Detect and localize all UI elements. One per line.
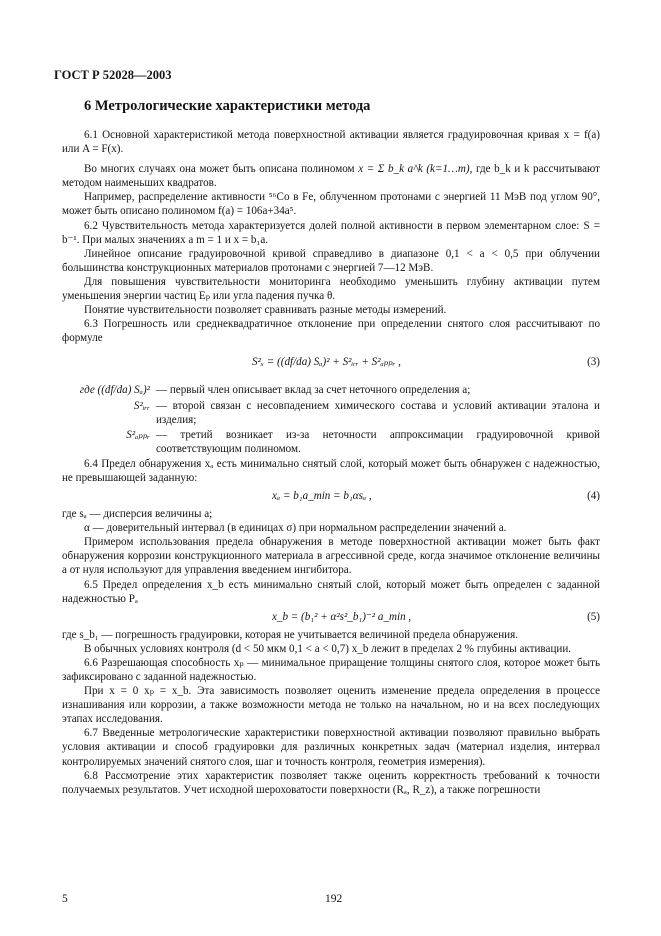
definition-symbol: S²ᵢᵣᵣ [133, 399, 150, 412]
paragraph-sensitivity: Для повышения чувствительности мониторинга необходимо уменьшить глубину активации путем уменьшения энергии частиц Eₚ или угла падения пучка θ. [62, 275, 600, 303]
definition-text: — первый член описывает вклад за счет неточного определения a; [156, 384, 471, 397]
paragraph-normal-conditions: В обычных условиях контроля (d < 50 мкм 0,1 < a < 0,7) x_b лежит в пределах 2 % глубины активации. [84, 642, 572, 655]
paragraph-6-4: 6.4 Предел обнаружения xₐ есть минимально снятый слой, который может быть обнаружен с надежностью, не превышающей заданную: [62, 457, 600, 484]
definition-row [62, 383, 600, 397]
paragraph-sa: где sₐ — дисперсия величины a; [62, 508, 213, 521]
definition-row [62, 399, 600, 427]
formula-4-expression: xₐ = b₁a_min = b₁αsₐ , [272, 490, 372, 503]
formula-4-number: (4) [587, 490, 600, 503]
formula-5-expression: x_b = (b₁² + α²s²_b₁)⁻² a_min , [272, 610, 412, 623]
definition-symbol: S²ₐₚₚᵣ [126, 428, 150, 441]
paragraph-polynomial [62, 162, 600, 190]
paragraph-6-2: 6.2 Чувствительность метода характеризуется долей полной активности в первом элементарном слое: S = b⁻¹. При малых значениях a m = 1 и x = b₁a. [62, 219, 600, 246]
formula-5-number: (5) [587, 610, 600, 623]
document-body [62, 128, 600, 797]
paragraph-6-7: 6.7 Введенные метрологические характеристики поверхностной активации позволяют правильно выбрать условия активации и способ градуировки для различных конкретных задач (материал изделия, интервал контролируемых значений снятого слоя, шаг и точность контроля, геометрия измерения). [62, 727, 600, 768]
paragraph-6-6: 6.6 Разрешающая способность xₚ — минимальное приращение толщины снятого слоя, которое может быть зафиксировано с заданной надежностью. [62, 656, 600, 683]
paragraph-example: Например, распределение активности ⁵⁶Co в Fe, облученном протонами с энергией 11 МэВ под углом 90°, может быть описано полиномом f(a) = 106a+34a⁵. [62, 191, 600, 218]
page-number-global: 192 [325, 893, 343, 905]
paragraph-6-1: 6.1 Основной характеристикой метода поверхностной активации является градуировочная кривая x = f(a) или A = F(x). [62, 129, 600, 156]
definition-row [62, 428, 600, 456]
formula-3-expression: S²ₓ = ((df/da) Sₐ)² + S²ᵢᵣᵣ + S²ₐₚₚᵣ , [252, 356, 401, 369]
formula-3 [62, 347, 600, 381]
paragraph-6-8: 6.8 Рассмотрение этих характеристик позволяет также оценить корректность требований к точности получаемых результатов. Учет исходной шероховатости поверхности (Rₐ, R_z), а также погрешности [62, 769, 600, 796]
paragraph-6-5: 6.5 Предел определения x_b есть минимально снятый слой, который может быть определен с заданной надежностью Pₐ [62, 578, 600, 605]
paragraph-xp: При x = 0 xₚ = x_b. Эта зависимость позволяет оценить изменение предела определения в процессе изнашивания или коррозии, а также возможности метода не только на начальном, но и на всех последующих этапах исследования. [62, 685, 600, 726]
polynomial-tail: где b_k и k рассчитывают методом наименьших квадратов. [62, 163, 600, 190]
paragraph-concept: Понятие чувствительности позволяет сравнивать разные методы измерений. [84, 304, 447, 317]
paragraph-example-2: Примером использования предела обнаружения в методе поверхностной активации может быть факт обнаружения коррозии конструкционного материала в агрессивной среде, когда значимое отклонение величины a от нуля используют для управления введением ингибитора. [62, 536, 600, 577]
definition-text: — третий возникает из-за неточности аппроксимации градуировочной кривой соответствующим полиномом. [156, 428, 600, 455]
definition-symbol: где ((df/da) Sₐ)² [79, 384, 150, 397]
paragraph-6-3: 6.3 Погрешность или среднеквадратичное отклонение при определении снятого слоя рассчитывают по формуле [62, 318, 600, 345]
formula-3-number: (3) [587, 356, 600, 369]
page-number-local: 5 [62, 893, 68, 905]
polynomial-intro: Во многих случаях она может быть описана полиномом [84, 163, 355, 176]
document-header: ГОСТ Р 52028—2003 [54, 68, 172, 82]
paragraph-sb: где s_b₁ — погрешность градуировки, которая не учитывается величиной предела обнаружения. [62, 628, 518, 641]
formula-5 [62, 607, 600, 627]
formula-4 [62, 486, 600, 506]
definition-text: — второй связан с несовпадением химического состава и условий активации эталона и изделия; [156, 399, 600, 426]
section-title: 6 Метрологические характеристики метода [84, 98, 371, 114]
paragraph-alpha: α — доверительный интервал (в единицах σ) при нормальном распределении значений a. [84, 522, 507, 535]
polynomial-formula: x = Σ b_k a^k (k=1…m), [358, 163, 473, 176]
paragraph-linear: Линейное описание градуировочной кривой справедливо в диапазоне 0,1 < a < 0,5 при облучении большинства конструкционных материалов протонами с энергией 7—12 МэВ. [62, 247, 600, 274]
